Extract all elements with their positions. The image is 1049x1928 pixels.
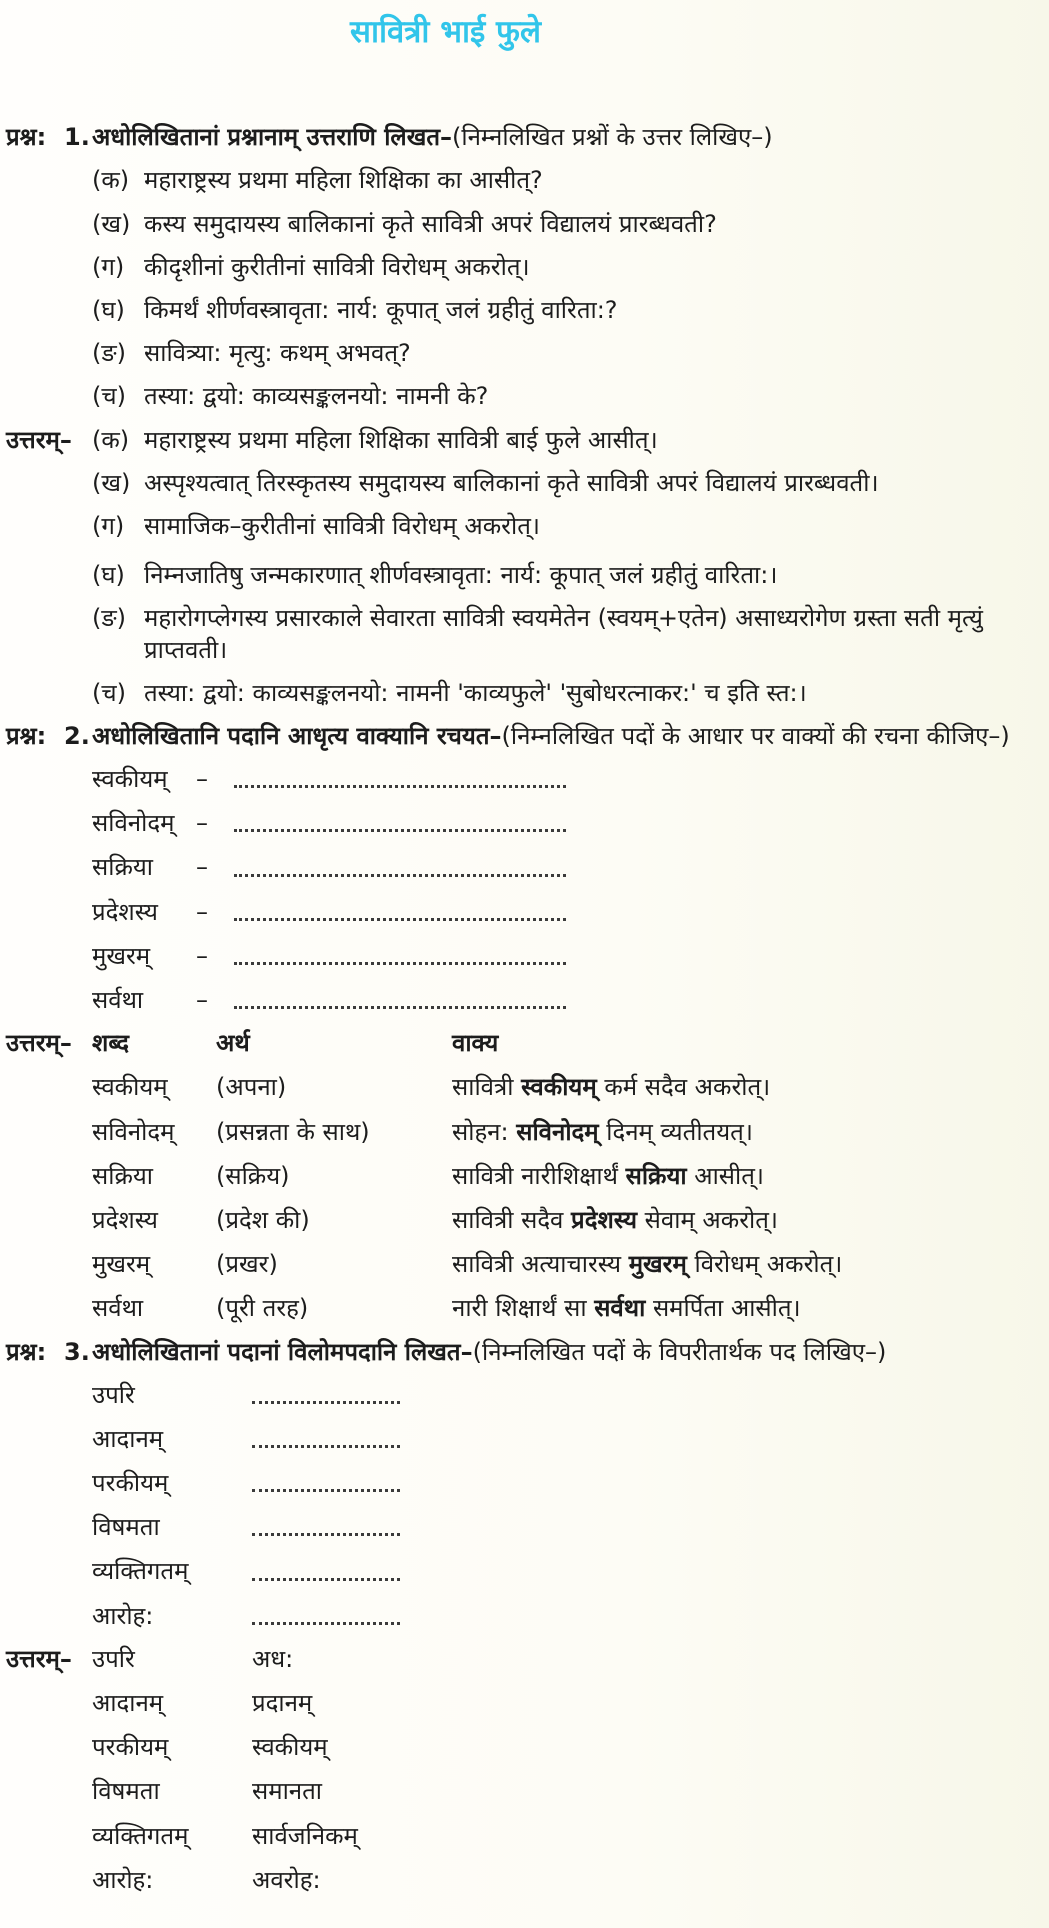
word: स्वकीयम् [92,765,168,794]
item-marker: (घ) [92,296,125,325]
item-marker: (क) [92,425,130,454]
item-text: महारोगप्लेगस्य प्रसारकाले सेवारता सावित्री स्वयमेतेन (स्वयम्+एतेन) असाध्यरोगेण ग्रस्ता सती मृत्युं प्राप्तवती। [144,604,983,664]
question-2-heading-sanskrit: अधोलिखितानि पदानि आधृत्य वाक्यानि रचयत– [92,721,502,750]
word: परकीयम् [92,1469,169,1498]
answer-3-section [6,1644,1041,1896]
item-text: महाराष्ट्रस्य प्रथमा महिला शिक्षिका सावित्री बाई फुले आसीत्। [144,425,658,454]
dotted-blank [234,948,566,965]
table-cell-word: व्यक्तिगतम् [92,1821,189,1850]
table-cell-word: सक्रिया [92,1161,154,1190]
item-text: महाराष्ट्रस्य प्रथमा महिला शिक्षिका का आसीत्? [144,166,543,195]
answer-item [92,468,1041,499]
question-3-word-list [92,1380,1041,1632]
item-marker: (घ) [92,561,125,590]
table-cell-meaning: (प्रदेश की) [216,1205,310,1234]
answer-3-table [92,1644,1041,1896]
question-label: प्रश्न: [6,123,47,152]
table-cell-meaning: (अपना) [216,1073,287,1102]
question-1-heading-sanskrit: अधोलिखितानां प्रश्नानाम् उत्तराणि लिखत– [92,123,453,152]
answer-2-table-row [6,1028,1041,1324]
item-marker: (ङ) [92,604,127,633]
table-cell-opposite: सार्वजनिकम् [252,1821,358,1850]
question-item [92,295,1041,326]
answer-2-section [6,1028,1041,1324]
answer-item [92,560,1041,591]
item-marker: (ङ) [92,339,127,368]
table-cell-opposite: अध: [252,1644,294,1673]
column-header-meaning: अर्थ [216,1029,250,1058]
question-1-heading [92,122,1041,153]
dotted-blank [234,992,566,1009]
question-2-word-list [92,764,1041,1016]
item-text: किमर्थं शीर्णवस्त्रावृता: नार्य: कूपात् जलं ग्रहीतुं वारिता:? [144,296,618,325]
item-text: सामाजिक–कुरीतीनां सावित्री विरोधम् अकरोत्। [144,511,540,540]
question-3-heading-row [6,1337,1041,1368]
dotted-blank [234,815,566,832]
dotted-blank [234,904,566,921]
answer-3-table-row [6,1644,1041,1896]
item-text: तस्या: द्वयो: काव्यसङ्कलनयो: नामनी के? [144,382,489,411]
column-header-sentence: वाक्य [452,1029,499,1058]
table-cell-meaning: (प्रसन्नता के साथ) [216,1117,370,1146]
question-number: 3. [64,1337,90,1366]
question-label: प्रश्न: [6,1337,47,1366]
dash: – [196,941,208,970]
table-cell-word: सविनोदम् [92,1117,175,1146]
answer-item [92,425,1041,456]
question-3-heading-sanskrit: अधोलिखितानां पदानां विलोमपदानि लिखत– [92,1337,473,1366]
word: उपरि [92,1380,135,1409]
page-title: सावित्री भाई फुले [350,14,541,50]
word: आदानम् [92,1424,164,1453]
table-cell-sentence: नारी शिक्षार्थं सा सर्वथा समर्पिता आसीत्। [452,1294,801,1323]
dotted-blank [234,771,566,788]
table-cell-word: परकीयम् [92,1733,169,1762]
table-cell-meaning: (पूरी तरह) [216,1294,309,1323]
table-cell-opposite: समानता [252,1777,323,1806]
item-text: कस्य समुदायस्य बालिकानां कृते सावित्री अपरं विद्यालयं प्रारब्धवती? [144,209,717,238]
table-cell-sentence: सावित्री स्वकीयम् कर्म सदैव अकरोत्। [452,1073,771,1102]
item-marker: (क) [92,166,130,195]
question-item [92,252,1041,283]
dotted-blank [252,1475,400,1492]
item-text: निम्नजातिषु जन्मकारणात् शीर्णवस्त्रावृता: नार्य: कूपात् जलं ग्रहीतुं वारिता:। [144,561,778,590]
table-cell-meaning: (प्रखर) [216,1250,278,1279]
question-1-heading-hindi: (निम्नलिखित प्रश्नों के उत्तर लिखिए–) [452,123,773,152]
answer-item [92,678,1041,709]
table-cell-word: प्रदेशस्य [92,1205,158,1234]
item-marker: (ग) [92,511,125,540]
table-cell-meaning: (सक्रिय) [216,1161,290,1190]
question-1-items [92,165,1041,412]
question-3-heading [92,1337,1041,1368]
question-item [92,381,1041,412]
dash: – [196,853,208,882]
dotted-blank [252,1608,400,1625]
question-1-section [6,122,1041,412]
answer-1-first-row [6,425,1041,456]
table-cell-word: सर्वथा [92,1294,144,1323]
table-cell-word: उपरि [92,1644,135,1673]
answer-2-table [92,1028,1041,1324]
word: आरोह: [92,1601,154,1630]
answer-item [92,511,1041,542]
question-2-heading-row [6,721,1041,752]
item-marker: (ग) [92,252,125,281]
question-2-heading-hindi: (निम्नलिखित पदों के आधार पर वाक्यों की रचना कीजिए–) [501,721,1010,750]
table-cell-word: आरोह: [92,1865,154,1894]
item-marker: (च) [92,678,126,707]
question-number: 2. [64,721,90,750]
item-marker: (च) [92,382,126,411]
item-text: कीदृशीनां कुरीतीनां सावित्री विरोधम् अकरोत्। [144,252,530,281]
question-2-heading [92,721,1041,752]
dash: – [196,809,208,838]
question-number: 1. [64,123,90,152]
answer-label: उत्तरम्– [6,425,72,454]
item-text: सावित्र्या: मृत्यु: कथम् अभवत्? [144,339,411,368]
table-cell-sentence: सावित्री अत्याचारस्य मुखरम् विरोधम् अकरोत्। [452,1250,843,1279]
table-cell-sentence: सावित्री सदैव प्रदेशस्य सेवाम् अकरोत्। [452,1205,779,1234]
dash: – [196,897,208,926]
table-cell-opposite: स्वकीयम् [252,1733,328,1762]
table-cell-word: मुखरम् [92,1250,151,1279]
question-item [92,338,1041,369]
word: विषमता [92,1513,160,1542]
word: सविनोदम् [92,809,175,838]
word: प्रदेशस्य [92,897,158,926]
table-cell-opposite: अवरोह: [252,1865,321,1894]
answer-label: उत्तरम्– [6,1644,72,1673]
item-marker: (ख) [92,209,131,238]
answer-item [92,603,1041,665]
table-cell-word: स्वकीयम् [92,1073,168,1102]
question-1-heading-row [6,122,1041,153]
word: सक्रिया [92,853,154,882]
word: व्यक्तिगतम् [92,1557,189,1586]
answer-label: उत्तरम्– [6,1029,72,1058]
table-cell-word: आदानम् [92,1689,164,1718]
item-text: तस्या: द्वयो: काव्यसङ्कलनयो: नामनी 'काव्यफुले' 'सुबोधरत्नाकर:' च इति स्त:। [144,678,807,707]
dotted-blank [252,1431,400,1448]
question-item [92,165,1041,196]
dash: – [196,765,208,794]
word: मुखरम् [92,941,151,970]
question-2-section [6,721,1041,1016]
word: सर्वथा [92,986,144,1015]
dash: – [196,986,208,1015]
column-header-word: शब्द [92,1029,130,1058]
question-3-heading-hindi: (निम्नलिखित पदों के विपरीतार्थक पद लिखिए–) [472,1337,887,1366]
table-cell-word: विषमता [92,1777,160,1806]
dotted-blank [234,860,566,877]
dotted-blank [252,1564,400,1581]
table-cell-opposite: प्रदानम् [252,1689,313,1718]
question-item [92,209,1041,240]
dotted-blank [252,1519,400,1536]
item-marker: (ख) [92,468,131,497]
dotted-blank [252,1387,400,1404]
question-label: प्रश्न: [6,721,47,750]
table-cell-sentence: सोहन: सविनोदम् दिनम् व्यतीतयत्। [452,1117,753,1146]
table-cell-sentence: सावित्री नारीशिक्षार्थं सक्रिया आसीत्। [452,1161,764,1190]
item-text: अस्पृश्यत्वात् तिरस्कृतस्य समुदायस्य बालिकानां कृते सावित्री अपरं विद्यालयं प्रारब्धवती। [144,468,879,497]
answer-1-items [92,468,1041,709]
answer-1-section [6,425,1041,709]
question-3-section [6,1337,1041,1632]
